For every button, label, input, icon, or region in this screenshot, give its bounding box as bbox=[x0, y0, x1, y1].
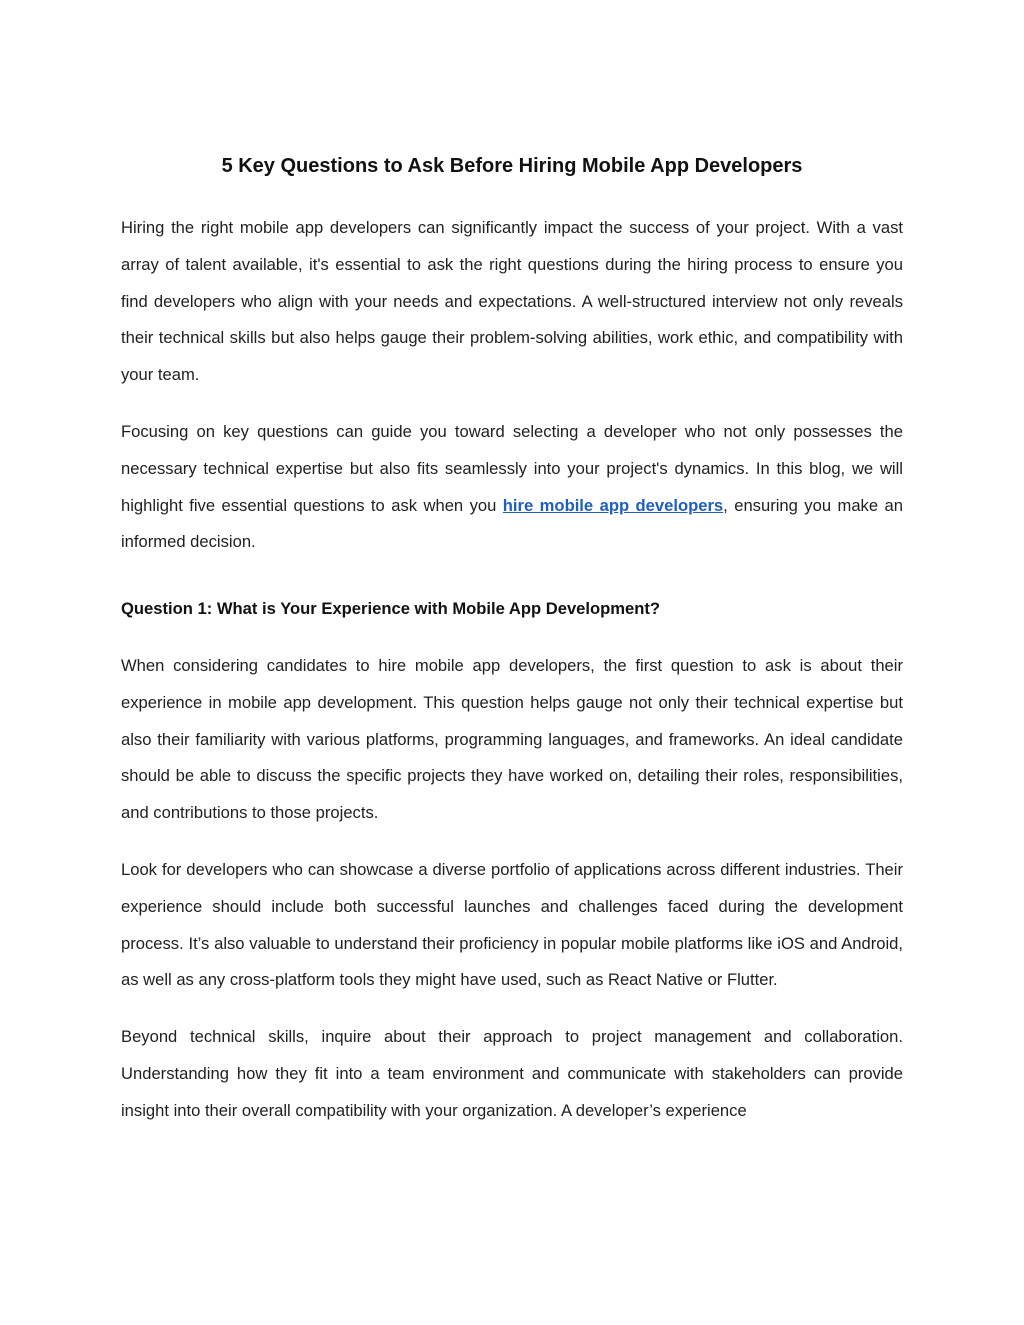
hire-mobile-app-developers-link[interactable]: hire mobile app developers bbox=[502, 495, 724, 515]
document-title: 5 Key Questions to Ask Before Hiring Mobile App Developers bbox=[221, 155, 803, 177]
question-1-heading: Question 1: What is Your Experience with Mobile App Development? bbox=[121, 599, 661, 619]
question-1-paragraph-experience: When considering candidates to hire mobile app developers, the first question to ask is about their experience in mobile app development. This question helps gauge not only their technical expertise but also their familiarity with various platforms, programming languages, and frameworks. An ideal candidate should be able to discuss the specific projects they have worked on, detailing their roles, responsibilities, and contributions to those projects. bbox=[121, 655, 903, 823]
focus-paragraph bbox=[121, 414, 903, 561]
focus-paragraph-text-after-link: , ensuring you make an informed decision. bbox=[121, 495, 903, 552]
intro-paragraph: Hiring the right mobile app developers can significantly impact the success of your project. With a vast array of talent available, it's essential to ask the right questions during the hiring process to ensure you find developers who align with your needs and expectations. A well-structured interview not only reveals their technical skills but also helps gauge their problem-solving abilities, work ethic, and compatibility with your team. bbox=[121, 218, 903, 385]
question-1-paragraph-collaboration: Beyond technical skills, inquire about their approach to project management and collaboration. Understanding how they fit into a team environment and communicate with stakeholders can provide insight into their overall compatibility with your organization. A developer’s experience bbox=[121, 1027, 903, 1120]
document-content bbox=[121, 150, 903, 1150]
question-1-paragraph-portfolio: Look for developers who can showcase a diverse portfolio of applications across different industries. Their experience should include both successful launches and challenges faced during the development process. It’s also valuable to understand their proficiency in popular mobile platforms like iOS and Android, as well as any cross-platform tools they might have used, such as React Native or Flutter. bbox=[121, 859, 903, 990]
focus-paragraph-text-before-link: Focusing on key questions can guide you toward selecting a developer who not only possesses the necessary technical expertise but also fits seamlessly into your project's dynamics. In this blog, we will highlight five essential questions to ask when you bbox=[121, 421, 903, 515]
